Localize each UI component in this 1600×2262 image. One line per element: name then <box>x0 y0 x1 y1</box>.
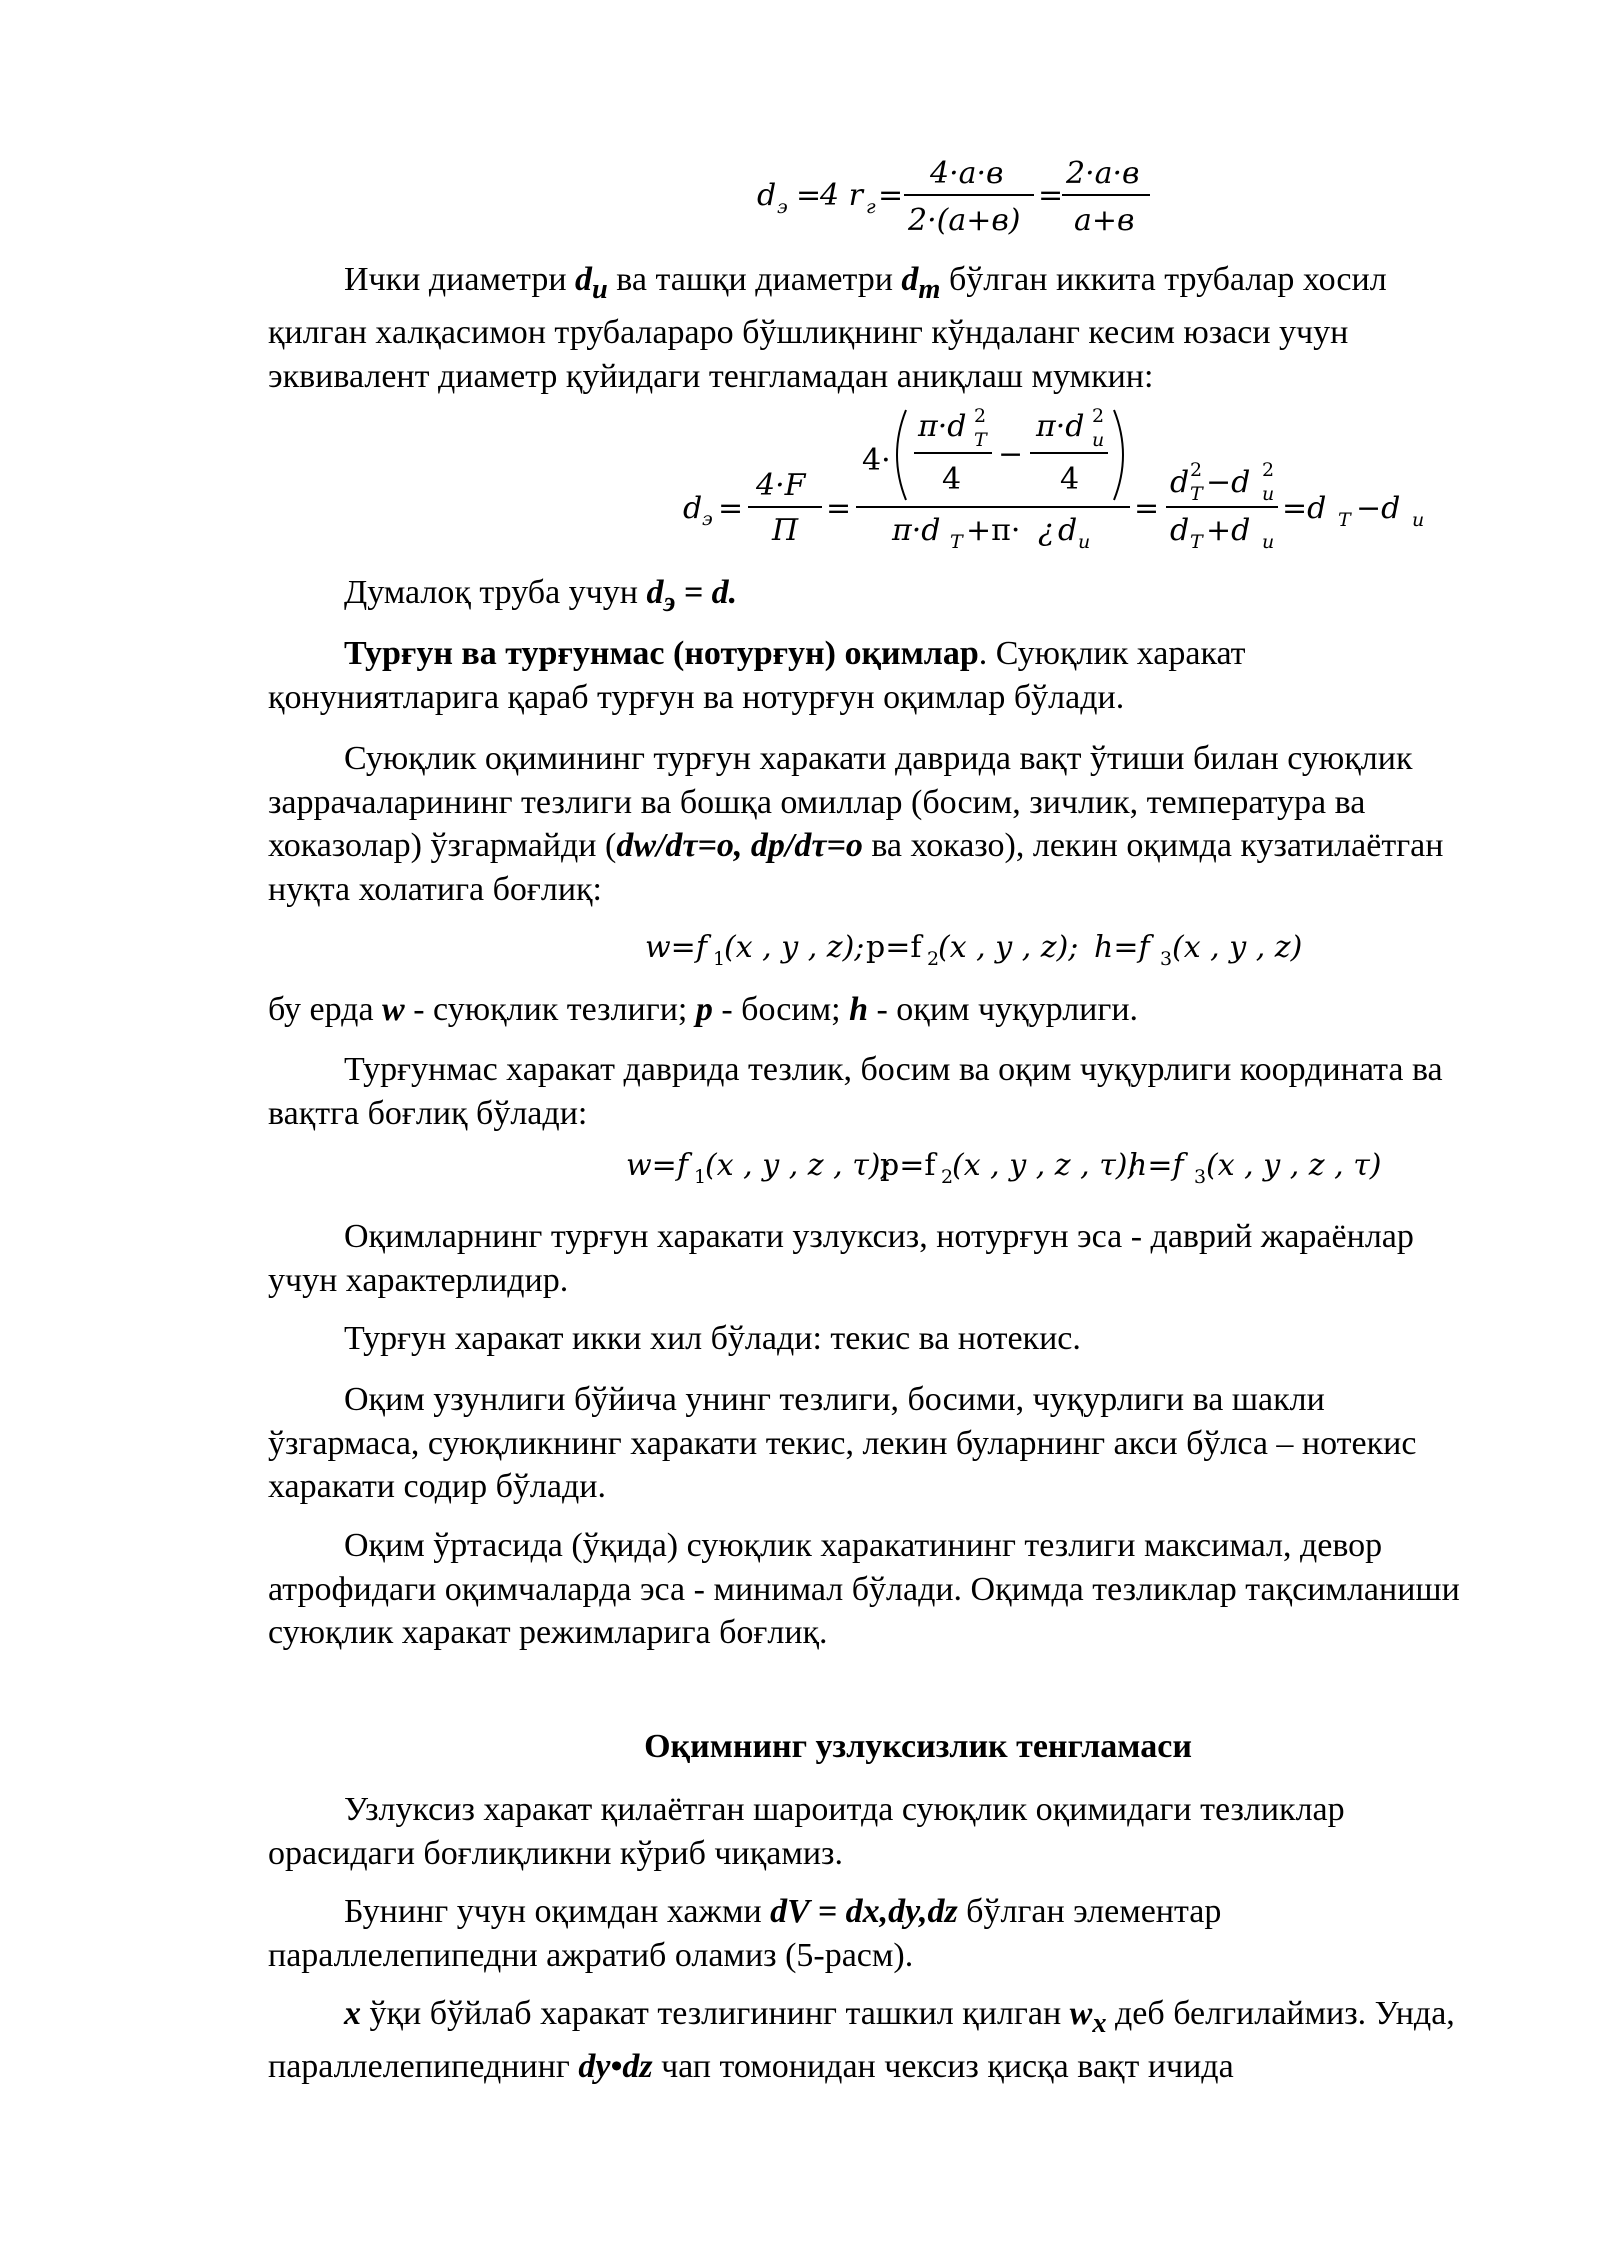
eq3-b: p=f <box>866 930 922 965</box>
p9-text-1: Оқим узунлиги бўйича унинг тезлиги, босими, чуқурлиги ва шакли ўзгармаса, суюқликнинг харакати текис, лекин буларнинг акси бўлса – нотекис харакати содир бўлади. <box>268 1381 1417 1505</box>
p5-text-3: - босим; <box>712 991 850 1028</box>
p5-p: p <box>695 991 713 1028</box>
p2-text-1: Думалоқ труба учун <box>344 574 647 611</box>
eq4-c: h=f <box>1128 1148 1184 1183</box>
p13-dydz: dy•dz <box>578 2048 653 2086</box>
eq2-big-prefix: 4· <box>862 443 891 478</box>
eq1-frac2-den: a+в <box>1074 203 1135 238</box>
eq2-f1-num: 4·F <box>756 468 806 503</box>
p12-volume: dV = dx,dy,dz <box>770 1893 958 1930</box>
eq1-lhs: d <box>757 178 777 213</box>
eq1-eq1: = <box>796 178 822 213</box>
eq2-rhs-b-sub: u <box>1412 509 1425 531</box>
p1-text-1: Ички диаметри <box>344 261 576 298</box>
eq2-eq3: = <box>1134 491 1160 526</box>
p13-text-3: чап томонидан чексиз қисқа вақт ичида <box>652 2048 1234 2086</box>
p12-text-2: бўлган элементар параллелепипедни ажратиб оламиз (5-расм). <box>268 1893 1222 1974</box>
p5-h: h <box>849 991 868 1028</box>
section-heading-continuity-equation: Оқимнинг узлуксизлик тенгламаси <box>644 1728 1192 1765</box>
eq2-rhs-a: =d <box>1282 491 1327 526</box>
p4-text-2: ва хоказо), лекин оқимда кузатилаётган нуқта холатига боғлиқ: <box>268 827 1444 908</box>
eq2-minus: − <box>998 437 1024 472</box>
p5-w: w <box>382 991 405 1028</box>
paragraph-x-axis-velocity <box>268 1992 1478 2089</box>
eq2-big-den-mark: ¿ <box>1038 513 1055 548</box>
p7-text-1: Оқимларнинг турғун харакати узлуксиз, нотурғун эса - даврий жараёнлар учун характерлидир. <box>268 1218 1414 1299</box>
eq1-lhs-sub: э <box>777 196 788 218</box>
p8-text-1: Турғун харакат икки хил бўлади: текис ва нотекис. <box>344 1320 1081 1357</box>
eq2-f1-den: П <box>772 513 799 548</box>
p5-text-4: - оқим чуқурлиги. <box>867 991 1139 1028</box>
eq2-f3-num-a: d <box>1170 465 1190 500</box>
eq1-eq3: = <box>1038 178 1064 213</box>
p1-text-2: ва ташқи диаметри <box>607 261 902 298</box>
eq2-big-den-c: d <box>1058 513 1078 548</box>
eq2-inner1-sub: T <box>974 429 987 451</box>
p11-text-1: Узлуксиз харакат қилаётган шароитда суюқлик оқимидаги тезликлар орасидаги боғлиқликни кўриб чиқамиз. <box>268 1791 1345 1872</box>
p2-d-e-sub: э <box>663 586 676 618</box>
paragraph-continuity-intro <box>268 1788 1478 1875</box>
eq2-lhs-sub: э <box>702 508 713 530</box>
eq3-a: w=f <box>645 930 707 965</box>
eq2-f3-num-b-sub: u <box>1262 483 1275 505</box>
eq2-f3-den-a-sub: T <box>1190 531 1203 553</box>
eq2-eq2: = <box>826 491 852 526</box>
eq2-f3-num-a-sub: T <box>1190 483 1203 505</box>
eq1-frac1-num: 4·a·в <box>930 156 1004 191</box>
eq4-c-args: (x , y , z , τ) <box>1206 1148 1382 1183</box>
p2-d-e: d <box>646 574 664 611</box>
p3-bold-title: Турғун ва турғунмас (нотурғун) оқимлар <box>344 635 979 672</box>
p1-dia-inner-sub: и <box>592 273 608 305</box>
eq4-a-sub: 1 <box>694 1166 707 1188</box>
p13-x: x <box>344 1995 361 2032</box>
eq2-inner1-num: π·d <box>918 409 967 444</box>
eq2-f3-den-op: +d <box>1206 513 1251 548</box>
eq2-inner2-sup: 2 <box>1092 405 1105 427</box>
p4-text-1: Суюқлик оқимининг турғун харакати даврида вақт ўтиши билан суюқлик заррачаларининг тезлиги ва бошқа омиллар (босим, зичлик, температура ва хоказолар) ўзгармайди ( <box>268 740 1413 864</box>
paragraph-continuous-periodic <box>268 1215 1478 1302</box>
p6-text-1: Турғунмас харакат даврида тезлик, босим ва оқим чуқурлиги координата ва вақтга боғлиқ бўлади: <box>268 1051 1443 1132</box>
eq2-rhs-op: −d <box>1356 491 1401 526</box>
p13-w-sub: x <box>1092 2007 1107 2039</box>
eq1-eq2: = <box>878 178 904 213</box>
p2-d-eq: = d. <box>675 574 738 611</box>
p5-text-2: - суюқлик тезлиги; <box>404 991 696 1028</box>
eq3-a-sub: 1 <box>713 948 726 970</box>
eq2-f3-den-a: d <box>1170 513 1190 548</box>
p13-text-2: деб белгилаймиз. Унда, параллелепипеднинг <box>268 1995 1455 2086</box>
p12-text-1: Бунинг учун оқимдан хажми <box>344 1893 771 1930</box>
paragraph-velocity-distribution <box>268 1524 1478 1655</box>
p3-text-1: . Суюқлик харакат қонуниятларига қараб турғун ва нотурғун оқимлар бўлади. <box>268 635 1246 716</box>
eq3-c-args: (x , y , z) <box>1172 930 1303 965</box>
eq4-a-args: (x , y , z , τ); <box>705 1148 891 1183</box>
eq2-inner2-den: 4 <box>1060 462 1080 497</box>
p1-dia-inner: d <box>575 261 593 298</box>
eq1-mid-sub: г <box>866 196 876 218</box>
eq3-b-args: (x , y , z); <box>938 930 1079 965</box>
eq4-b: p=f <box>880 1148 936 1183</box>
eq2-lhs: d <box>683 491 703 526</box>
p1-dia-outer: d <box>901 261 919 298</box>
p13-text-1: ўқи бўйлаб харакат тезлигининг ташкил қилган <box>361 1995 1070 2032</box>
eq2-big-den-c-sub: u <box>1078 531 1091 553</box>
eq2-eq1: = <box>718 491 744 526</box>
eq3-c: h=f <box>1094 930 1150 965</box>
eq2-inner1-den: 4 <box>942 462 962 497</box>
eq2-f3-num-a-sup: 2 <box>1190 459 1203 481</box>
eq2-f3-num-op: −d <box>1206 465 1251 500</box>
p1-dia-outer-sub: т <box>918 273 941 305</box>
eq3-b-sub: 2 <box>927 948 940 970</box>
p5-text-1: бу ерда <box>268 991 383 1028</box>
eq2-rhs-a-sub: T <box>1338 509 1351 531</box>
p4-derivatives: dw/dτ=o, dp/dτ=o <box>616 827 863 864</box>
eq2-inner1-sup: 2 <box>974 405 987 427</box>
eq3-a-args: (x , y , z); <box>724 930 865 965</box>
eq3-c-sub: 3 <box>1160 948 1173 970</box>
paragraph-two-kinds <box>268 1317 1478 1361</box>
p1-text-3: бўлган иккита трубалар хосил қилган халқасимон трубалараро бўшлиқнинг кўндаланг кесим юзаси учун эквивалент диаметр қуйидаги тенгламадан аниқлаш мумкин: <box>268 261 1387 395</box>
eq4-b-sub: 2 <box>941 1166 954 1188</box>
eq2-big-den-a: π·d <box>892 513 941 548</box>
eq2-f3-den-b-sub: u <box>1262 531 1275 553</box>
eq2-big-den-b: +π· <box>966 513 1021 548</box>
eq1-frac1-den: 2·(a+в) <box>908 203 1021 238</box>
eq4-a: w=f <box>626 1148 688 1183</box>
eq2-inner2-num: π·d <box>1036 409 1085 444</box>
eq2-inner2-sub: u <box>1092 429 1105 451</box>
paragraph-uniform-nonuniform <box>268 1378 1478 1509</box>
p10-text-1: Оқим ўртасида (ўқида) суюқлик харакатининг тезлиги максимал, девор атрофидаги оқимчаларда эса - минимал бўлади. Оқимда тезликлар тақсимланиши суюқлик харакат режимларига боғлиқ. <box>268 1527 1460 1651</box>
eq4-c-sub: 3 <box>1194 1166 1207 1188</box>
eq2-f3-num-b-sup: 2 <box>1262 459 1275 481</box>
eq4-b-args: (x , y , z , τ); <box>952 1148 1138 1183</box>
paragraph-elementary-parallelepiped <box>268 1890 1478 1977</box>
eq1-frac2-num: 2·a·в <box>1066 156 1140 191</box>
eq2-big-den-a-sub: T <box>950 531 963 553</box>
p13-w: w <box>1069 1995 1093 2032</box>
eq1-mid: 4 r <box>820 178 863 213</box>
